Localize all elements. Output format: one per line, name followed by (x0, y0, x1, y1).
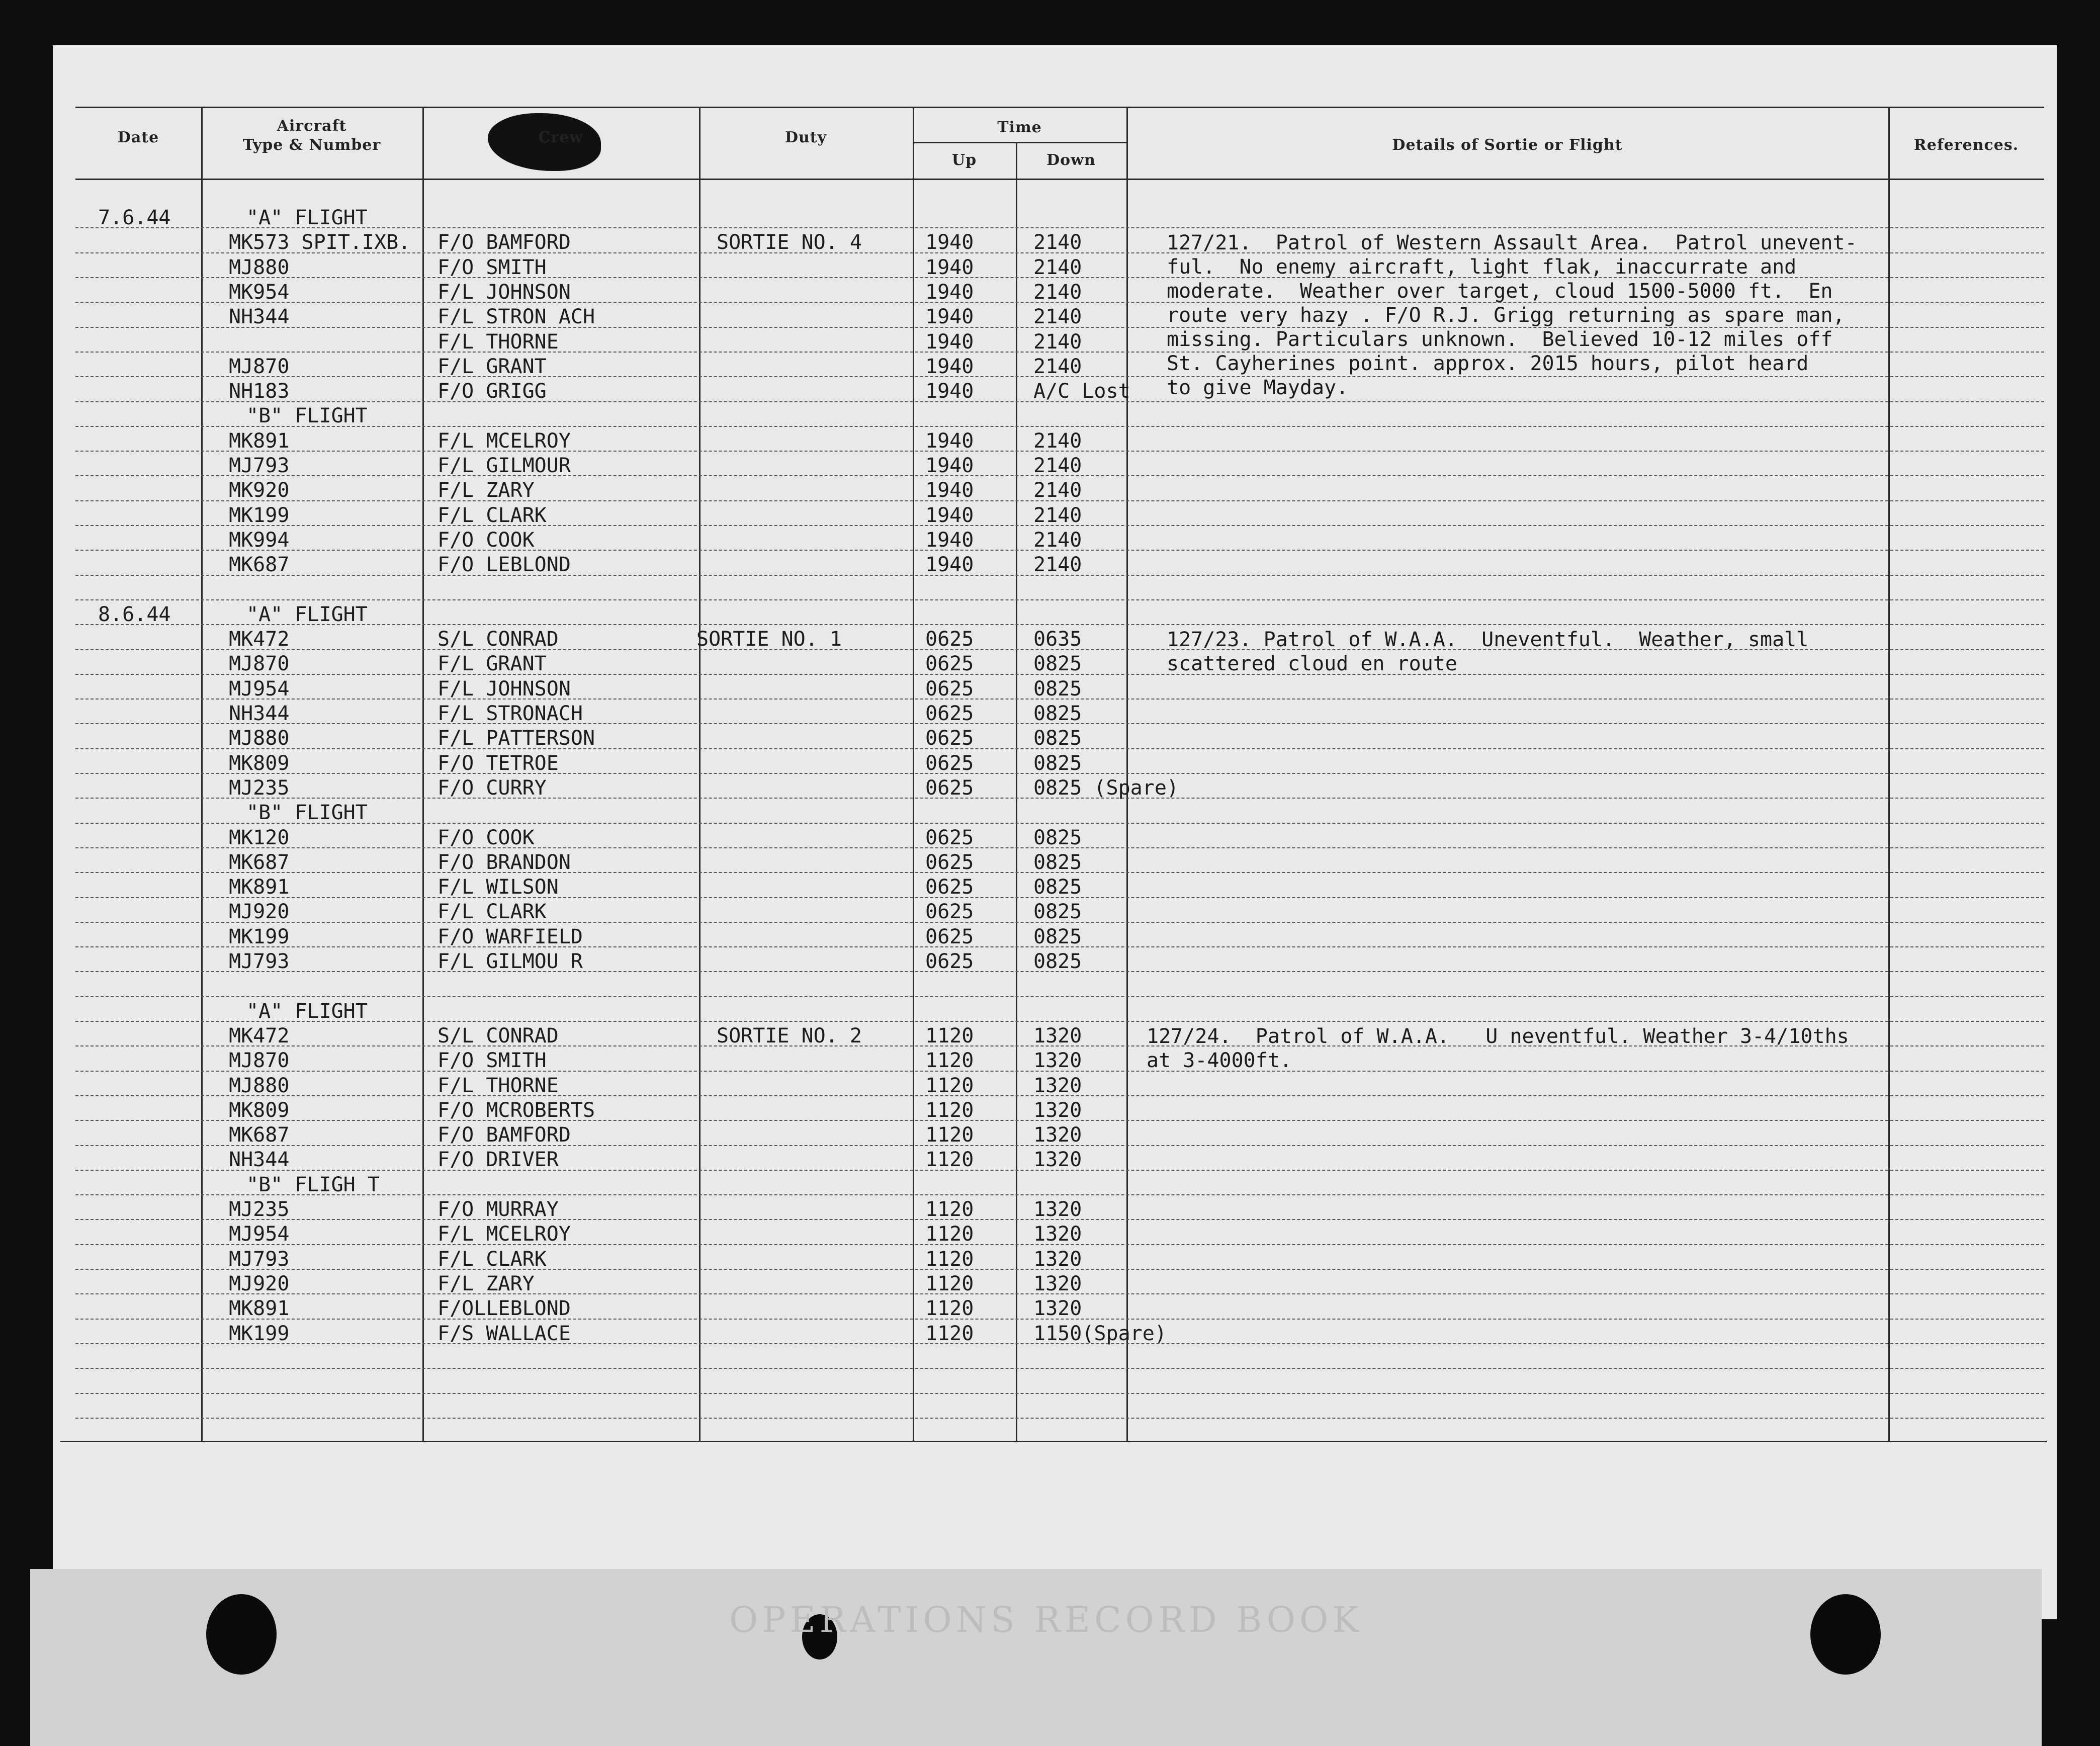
crew-cell: F/O GRIGG (438, 380, 547, 403)
header-top-rule (75, 107, 2044, 108)
aircraft-cell: NH183 (229, 380, 290, 403)
crew-cell: F/O BAMFORD (438, 231, 571, 254)
time-up-cell: 1120 (925, 1272, 974, 1295)
time-up-cell: 0625 (925, 826, 974, 849)
time-up-cell: 0625 (925, 850, 974, 874)
time-up-cell: 0625 (925, 652, 974, 676)
aircraft-cell: MK199 (229, 1322, 290, 1345)
aircraft-cell: MJ954 (229, 1223, 290, 1246)
aircraft-cell: MK891 (229, 429, 290, 453)
time-up-cell: 1120 (925, 1297, 974, 1321)
aircraft-cell: NH344 (229, 1148, 290, 1172)
crew-cell: F/O BRANDON (438, 850, 571, 874)
date-cell: 8.6.44 (98, 602, 171, 626)
time-down-cell: 1320 (1033, 1247, 1082, 1271)
header-up: Up (951, 151, 977, 169)
time-down-cell: 2140 (1033, 503, 1082, 527)
time-up-cell: 1940 (925, 380, 974, 403)
row-rule (75, 1368, 2044, 1369)
aircraft-cell: MK687 (229, 553, 290, 577)
time-up-cell: 1940 (925, 528, 974, 552)
crew-cell: F/L MCELROY (438, 1223, 571, 1246)
aircraft-cell: "B" FLIGHT (246, 801, 368, 825)
crew-cell: F/O LEBLOND (438, 553, 571, 577)
crew-cell: F/O BAMFORD (438, 1123, 571, 1147)
aircraft-cell: NH344 (229, 305, 290, 329)
crew-cell: F/L GILMOUR (438, 454, 571, 477)
time-up-cell: 0625 (925, 900, 974, 924)
time-down-cell: 1320 (1033, 1297, 1082, 1321)
crew-cell: F/S WALLACE (438, 1322, 571, 1345)
crew-cell: F/L JOHNSON (438, 280, 571, 304)
time-down-cell: 2140 (1033, 231, 1082, 254)
header-crew: Crew (538, 129, 583, 146)
time-down-cell: 1320 (1033, 1024, 1082, 1047)
time-down-cell: 2140 (1033, 355, 1082, 378)
row-rule (75, 624, 2044, 625)
row-rule (75, 1418, 2044, 1419)
aircraft-cell: MJ880 (229, 255, 290, 279)
crew-cell: F/O COOK (438, 528, 535, 552)
time-up-cell: 1120 (925, 1098, 974, 1122)
aircraft-cell: MK891 (229, 1297, 290, 1321)
table-bottom-rule (60, 1441, 2047, 1442)
aircraft-cell: MK809 (229, 751, 290, 775)
crew-cell: F/O TETROE (438, 751, 559, 775)
crew-cell: F/O WARFIELD (438, 925, 583, 948)
row-rule (75, 823, 2044, 824)
header-details: Details of Sortie or Flight (1392, 136, 1623, 154)
aircraft-cell: MJ793 (229, 454, 290, 477)
time-down-cell: 1320 (1033, 1098, 1082, 1122)
crew-cell: F/L THORNE (438, 330, 559, 354)
aircraft-cell: MK573 SPIT.IXB. (229, 231, 411, 254)
time-up-cell: 1120 (925, 1049, 974, 1073)
time-up-cell: 1120 (925, 1247, 974, 1271)
crew-cell: F/L JOHNSON (438, 677, 571, 701)
row-rule (75, 996, 2044, 997)
aircraft-cell: MK120 (229, 826, 290, 849)
binder-hole (1810, 1594, 1881, 1675)
time-up-cell: 1940 (925, 503, 974, 527)
aircraft-cell: MJ870 (229, 1049, 290, 1073)
row-rule (75, 227, 2044, 228)
time-down-cell: 2140 (1033, 255, 1082, 279)
time-up-cell: 1120 (925, 1123, 974, 1147)
header-duty: Duty (784, 129, 827, 146)
time-up-cell: 1940 (925, 454, 974, 477)
aircraft-cell: MK687 (229, 1123, 290, 1147)
header-down: Down (1046, 151, 1096, 169)
date-cell: 7.6.44 (98, 206, 171, 229)
aircraft-cell: MJ793 (229, 950, 290, 973)
time-down-cell: 2140 (1033, 528, 1082, 552)
header-date: Date (117, 129, 159, 146)
aircraft-cell: MJ870 (229, 355, 290, 378)
time-down-cell: 2140 (1033, 305, 1082, 329)
aircraft-cell: MK809 (229, 1098, 290, 1122)
duty-cell: SORTIE NO. 4 (717, 231, 862, 254)
time-down-cell: 2140 (1033, 454, 1082, 477)
sortie-detail-text: 127/21. Patrol of Western Assault Area. Patrol unevent- ful. No enemy aircraft, light flak, inaccurrate and moderate. Weather over target, cloud 1500-5000 ft. En route very hazy . F/O R.J. Grigg returning as spare man, missing. Particulars unknown. Believed 10-12 miles off St. Cayherines point. approx. 2015 hours, pilot heard to give Mayday. (1167, 231, 1857, 400)
aircraft-cell: MK199 (229, 925, 290, 948)
time-down-cell: 0825 (1033, 850, 1082, 874)
crew-cell: F/O SMITH (438, 1049, 547, 1073)
time-up-cell: 1120 (925, 1322, 974, 1345)
aircraft-cell: MJ880 (229, 1074, 290, 1097)
aircraft-cell: MJ870 (229, 652, 290, 676)
crew-cell: F/L WILSON (438, 876, 559, 899)
crew-cell: S/L CONRAD (438, 628, 559, 651)
time-down-cell: A/C Lost (1033, 380, 1130, 403)
crew-cell: F/L MCELROY (438, 429, 571, 453)
time-up-cell: 1940 (925, 553, 974, 577)
time-up-cell: 1940 (925, 330, 974, 354)
time-up-cell: 0625 (925, 925, 974, 948)
time-up-cell: 0625 (925, 702, 974, 725)
time-down-cell: 1150(Spare) (1033, 1322, 1167, 1345)
row-rule (75, 1021, 2044, 1022)
time-up-cell: 0625 (925, 751, 974, 775)
aircraft-cell: "B" FLIGH T (246, 1173, 380, 1196)
binding-strip (30, 1569, 2042, 1746)
crew-cell: F/O SMITH (438, 255, 547, 279)
crew-cell: F/L GRANT (438, 652, 547, 676)
aircraft-cell: "A" FLIGHT (246, 999, 368, 1023)
row-rule (75, 426, 2044, 427)
time-up-cell: 0625 (925, 776, 974, 800)
time-up-cell: 0625 (925, 677, 974, 701)
time-down-cell: 1320 (1033, 1223, 1082, 1246)
aircraft-cell: MJ920 (229, 900, 290, 924)
time-down-cell: 0635 (1033, 628, 1082, 651)
crew-cell: F/L CLARK (438, 503, 547, 527)
header-bottom-rule (75, 179, 2044, 180)
time-up-cell: 1120 (925, 1148, 974, 1172)
time-up-cell: 1940 (925, 429, 974, 453)
crew-cell: F/OLLEBLOND (438, 1297, 571, 1321)
aircraft-cell: MJ880 (229, 727, 290, 750)
crew-cell: F/L PATTERSON (438, 727, 595, 750)
time-up-cell: 1940 (925, 479, 974, 502)
time-down-cell: 0825 (1033, 677, 1082, 701)
time-down-cell: 0825 (1033, 876, 1082, 899)
row-rule (75, 1393, 2044, 1394)
time-up-cell: 1940 (925, 255, 974, 279)
aircraft-cell: "A" FLIGHT (246, 206, 368, 229)
crew-cell: F/O MCROBERTS (438, 1098, 595, 1122)
time-down-cell: 0825 (1033, 652, 1082, 676)
crew-cell: F/L THORNE (438, 1074, 559, 1097)
time-down-cell: 2140 (1033, 429, 1082, 453)
time-down-cell: 1320 (1033, 1148, 1082, 1172)
time-up-cell: 1940 (925, 305, 974, 329)
time-up-cell: 1120 (925, 1074, 974, 1097)
time-up-cell: 1940 (925, 231, 974, 254)
time-down-cell: 0825 (1033, 950, 1082, 973)
aircraft-cell: MJ920 (229, 1272, 290, 1295)
aircraft-cell: MK891 (229, 876, 290, 899)
time-up-cell: 0625 (925, 727, 974, 750)
row-rule (75, 599, 2044, 600)
crew-cell: F/O MURRAY (438, 1198, 559, 1221)
time-up-cell: 1940 (925, 355, 974, 378)
time-up-cell: 1120 (925, 1223, 974, 1246)
time-down-cell: 1320 (1033, 1123, 1082, 1147)
crew-cell: S/L CONRAD (438, 1024, 559, 1047)
aircraft-cell: MJ235 (229, 776, 290, 800)
time-down-cell: 0825 (1033, 826, 1082, 849)
aircraft-cell: MK920 (229, 479, 290, 502)
time-down-cell: 1320 (1033, 1049, 1082, 1073)
crew-cell: F/L STRON ACH (438, 305, 595, 329)
aircraft-cell: NH344 (229, 702, 290, 725)
crew-cell: F/L ZARY (438, 479, 535, 502)
column-divider (1016, 142, 1017, 1441)
aircraft-cell: MJ235 (229, 1198, 290, 1221)
duty-cell: SORTIE NO. 1 (696, 628, 842, 651)
time-down-cell: 0825 (1033, 900, 1082, 924)
aircraft-cell: MK954 (229, 280, 290, 304)
time-up-cell: 1120 (925, 1198, 974, 1221)
crew-cell: F/L CLARK (438, 1247, 547, 1271)
time-down-cell: 0825 (1033, 751, 1082, 775)
header-time: Time (997, 119, 1042, 136)
duty-cell: SORTIE NO. 2 (717, 1024, 862, 1047)
aircraft-cell: MJ793 (229, 1247, 290, 1271)
time-up-cell: 1120 (925, 1024, 974, 1047)
binder-hole (206, 1594, 277, 1675)
time-down-cell: 0825 (1033, 925, 1082, 948)
sortie-detail-text: 127/24. Patrol of W.A.A. U neventful. Weather 3-4/10ths at 3-4000ft. (1147, 1024, 1849, 1072)
aircraft-cell: MJ954 (229, 677, 290, 701)
time-down-cell: 1320 (1033, 1272, 1082, 1295)
aircraft-cell: MK472 (229, 628, 290, 651)
time-down-cell: 2140 (1033, 280, 1082, 304)
footer-imprint: OPERATIONS RECORD BOOK (729, 1599, 1363, 1640)
time-down-cell: 0825 (1033, 727, 1082, 750)
time-down-cell: 0825 (1033, 702, 1082, 725)
crew-cell: F/L GILMOU R (438, 950, 583, 973)
time-down-cell: 1320 (1033, 1074, 1082, 1097)
crew-cell: F/O CURRY (438, 776, 547, 800)
aircraft-cell: MK687 (229, 850, 290, 874)
time-up-cell: 1940 (925, 280, 974, 304)
aircraft-cell: MK199 (229, 503, 290, 527)
header-aircraft: Aircraft Type & Number (242, 117, 381, 154)
crew-cell: F/O COOK (438, 826, 535, 849)
time-up-cell: 0625 (925, 876, 974, 899)
crew-cell: F/L ZARY (438, 1272, 535, 1295)
time-up-cell: 0625 (925, 628, 974, 651)
time-subheader-rule (913, 142, 1126, 143)
aircraft-cell: "A" FLIGHT (246, 602, 368, 626)
aircraft-cell: MK994 (229, 528, 290, 552)
time-up-cell: 0625 (925, 950, 974, 973)
aircraft-cell: MK472 (229, 1024, 290, 1047)
time-down-cell: 2140 (1033, 330, 1082, 354)
header-references: References. (1913, 136, 2019, 154)
time-down-cell: 2140 (1033, 479, 1082, 502)
aircraft-cell: "B" FLIGHT (246, 404, 368, 428)
time-down-cell: 2140 (1033, 553, 1082, 577)
crew-cell: F/O DRIVER (438, 1148, 559, 1172)
crew-cell: F/L GRANT (438, 355, 547, 378)
sortie-detail-text: 127/23. Patrol of W.A.A. Uneventful. Weather, small scattered cloud en route (1167, 628, 1809, 676)
crew-cell: F/L STRONACH (438, 702, 583, 725)
time-down-cell: 0825 (Spare) (1033, 776, 1179, 800)
time-down-cell: 1320 (1033, 1198, 1082, 1221)
crew-cell: F/L CLARK (438, 900, 547, 924)
